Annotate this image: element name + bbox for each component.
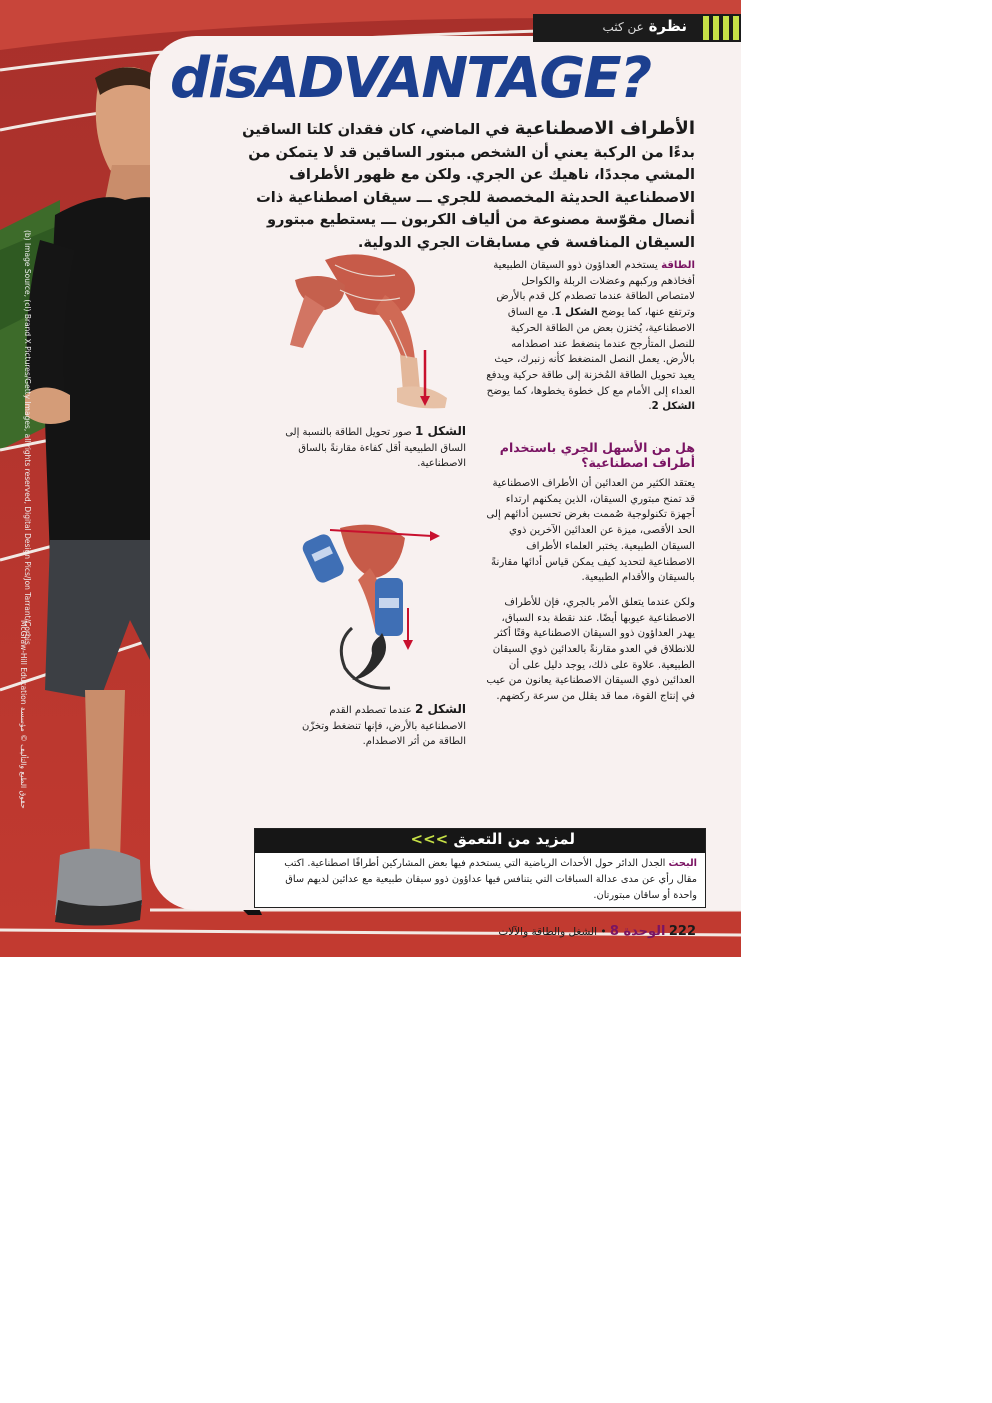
energy-text1: يستخدم العداؤون ذوو السيقان الطبيعية أفخاذهم وركبهم وعضلات الربلة والكواحل لامتصاص الطاقة عندما تصطدم كل قدم بالأرض وترتفع عنها، كما يوضح: [493, 260, 695, 319]
page-footer: [480, 924, 696, 939]
title-part1: dis: [170, 46, 257, 111]
go-further-term: البحث: [668, 858, 697, 869]
figure2-label: الشكل 2: [414, 702, 466, 716]
figure1-caption: [270, 424, 466, 472]
section-label-rest: عن كثب: [602, 20, 644, 34]
go-further-arrows-icon: >>>: [410, 830, 449, 848]
go-further-title-text: لمزيد من التعمق: [453, 830, 575, 848]
question-section: [485, 440, 695, 714]
energy-term: الطاقة: [661, 260, 695, 271]
figure1-caption-text: صور تحويل الطاقة بالنسبة إلى الساق الطبيعية أقل كفاءة مقارنةً بالساق الاصطناعية.: [285, 427, 466, 469]
figure2-prosthetic-illustration: [300, 518, 440, 693]
energy-paragraph: [485, 258, 695, 415]
photo-credit-text: (b) Image Source, (cl) Brand X Pictures/Getty Images, all rights reserved, Digital Design Pics/Jon Tarrant/Corbis: [23, 230, 32, 645]
figure1-leg-illustration: [285, 250, 475, 410]
go-further-body: [263, 856, 697, 904]
photo-credit: [23, 230, 32, 645]
question-paragraph2: ولكن عندما يتعلق الأمر بالجري، فإن للأطراف الاصطناعية عيوبها أيضًا. عند نقطة بدء السباق، يهدر العداؤون ذوو السيقان الاصطناعية وقتًا أكثر للانطلاق في العدو مقارنةً بالعدائين ذوي السيقان الطبيعية. علاوة على ذلك، يوجد دليل على أن العدائين ذوي السيقان الاصطناعية يعانون من عيب في إنتاج القوة، مما قد يقلل من سرعة ركضهم.: [486, 596, 695, 703]
page-title: [170, 46, 650, 111]
section-label: [603, 17, 687, 35]
section-label-bold: نظرة: [648, 17, 687, 35]
footer-bullet: •: [600, 926, 607, 938]
intro-paragraph: [240, 118, 695, 255]
intro-text: في الماضي، كان فقدان كلتا الساقين بدءًا من الركبة يعني أن الشخص مبتور الساقين قد لا يتمكن من المشي مجددًا، ناهيك عن الجري. ولكن مع ظهور الأطراف الاصطناعية الحديثة المخصصة للجري ـــ سيقان اصطناعية ذات أنصال مقوّسة مصنوعة من ألياف الكربون ـــ يستطيع مبتورو السيقان المنافسة في مسابقات الجري الدولية.: [242, 121, 695, 251]
go-further-title: [411, 830, 575, 848]
question-heading: هل من الأسهل الجري باستخدام أطراف اصطناعية؟: [499, 440, 695, 470]
figure2-caption: [300, 702, 466, 750]
go-further-header: [255, 829, 705, 853]
intro-lead: الأطراف الاصطناعية: [514, 118, 695, 139]
section-header-bar: [533, 14, 741, 42]
energy-figure1-ref: الشكل 1: [554, 307, 598, 319]
energy-section: [485, 258, 695, 424]
go-further-box: [254, 828, 706, 908]
page-number: 222: [668, 924, 696, 939]
energy-figure2-ref: الشكل 2: [651, 401, 695, 413]
figure2-caption-text: عندما تصطدم القدم الاصطناعية بالأرض، فإنها تنضغط وتخزّن الطاقة من أثر الاصطدام.: [302, 705, 466, 747]
figure1-label: الشكل 1: [414, 424, 466, 438]
footer-topic: الشغل والطاقة والآلات: [498, 926, 597, 938]
header-stripes-decoration: [697, 14, 741, 42]
energy-text2: . مع الساق الاصطناعية، يُختزن بعض من الطاقة الحركية للنصل المتأرجح عندما ينضغط عند اصطدامه بالأرض. يعمل النصل المنضغط كأنه زنبرك، حيث يعيد تحويل الطاقة المُخزنة إلى طاقة حركية ويدفع العداء إلى الأمام مع كل خطوة يخطوها، كما يوضح: [486, 307, 695, 397]
question-paragraph1: يعتقد الكثير من العدائين أن الأطراف الاصطناعية قد تمنح مبتوري السيقان، الذين يمكنهم ارتداء أجهزة تكنولوجية صُممت بغرض تحسين أدائهم إلى الحد الأقصى، ميزة عن العدائين الآخرين ذوي السيقان الطبيعية. يختبر العلماء الأطراف الاصطناعية لتحديد كيف يمكن قياس أدائها مقارنةً بالسيقان والأقدام الطبيعية.: [486, 478, 695, 584]
title-part2: ADVANTAGE?: [256, 46, 651, 111]
publisher-credit: [19, 620, 28, 809]
go-further-text: الجدل الدائر حول الأحداث الرياضية التي يستخدم فيها بعض المشاركين أطرافًا اصطناعية. اكتب مقال رأي عن مدى عدالة السباقات التي يتنافس فيها عداؤون ذوو سيقان طبيعية مع عدائين لديهم ساق واحدة أو ساقان مبتورتان.: [284, 858, 697, 901]
energy-end: .: [648, 401, 652, 413]
footer-unit: الوحدة 8: [609, 924, 666, 939]
publisher-credit-text: McGraw-Hill Education حقوق الطبع والتأليف © مؤسسة: [19, 620, 28, 809]
